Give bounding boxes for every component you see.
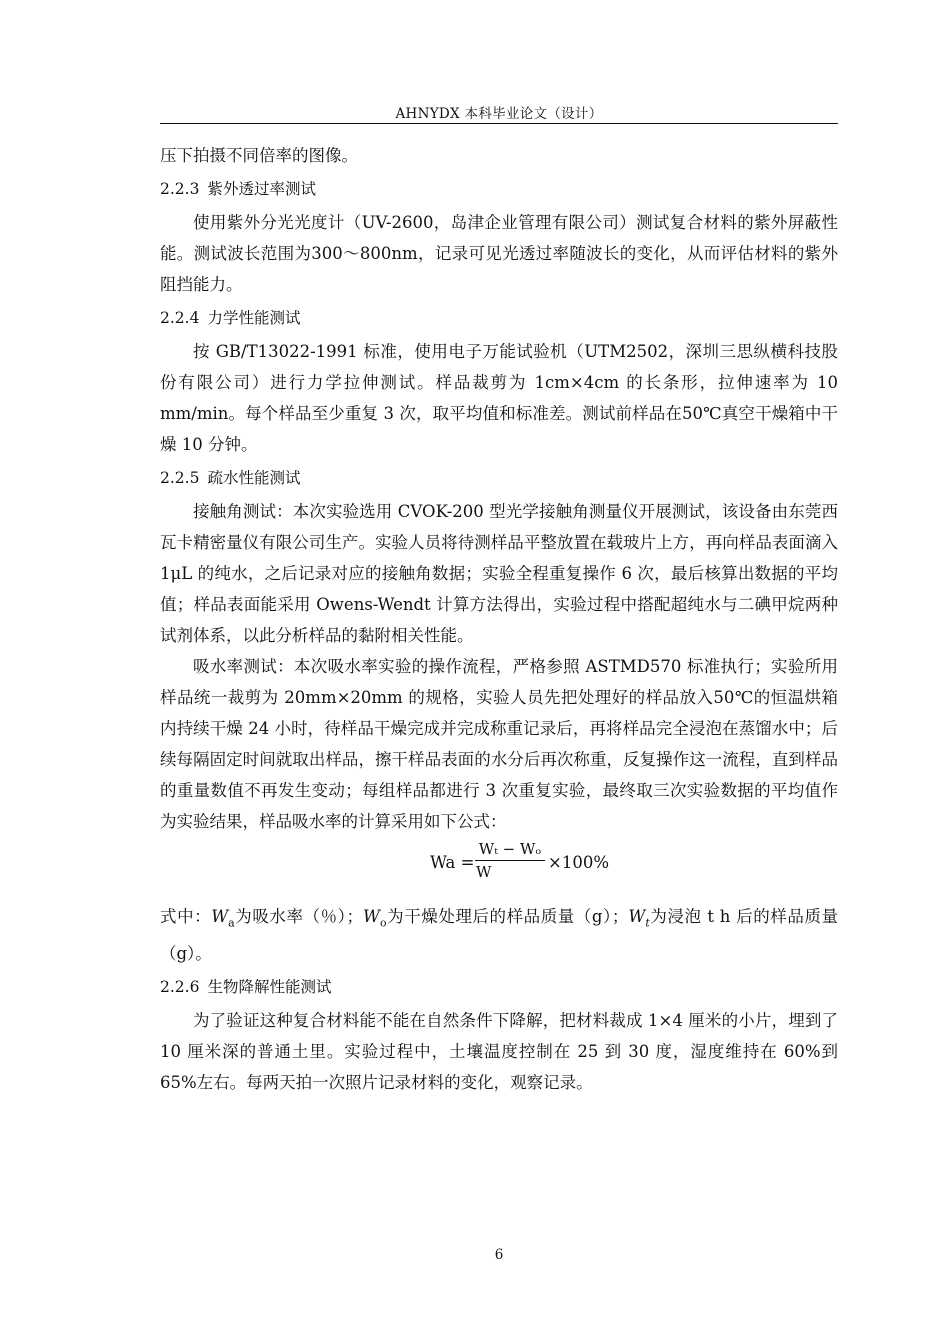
- heading-title: 力学性能测试: [207, 309, 301, 327]
- symbol-wt-desc: 为浸泡 t h 后的样品质量（g）。: [160, 907, 839, 964]
- symbol-wa-sub: a: [228, 916, 235, 930]
- water-absorption-formula: [160, 839, 838, 891]
- heading-title: 疏水性能测试: [207, 469, 301, 487]
- symbol-wt-sub: t: [645, 916, 650, 930]
- paragraph-water-absorption: 吸水率测试：本次吸水率实验的操作流程，严格参照 ASTMD570 标准执行；实验所用样品统一裁剪为 20mm×20mm 的规格，实验人员先把处理好的样品放入50℃的恒温烘箱内持续干燥 24 小时，待样品干燥完成并完成称重记录后，再将样品完全浸泡在蒸馏水中；后续每隔固定时间就取出样品，擦干样品表面的水分后再次称重，反复操作这一流程，直到样品的重量数值不再发生变动；每组样品都进行 3 次重复实验，最终取三次实验数据的平均值作为实验结果，样品吸水率的计算采用如下公式：: [160, 657, 838, 831]
- formula-legend: [160, 901, 838, 969]
- legend-prefix: 式中：: [160, 907, 212, 926]
- intro-tail-text: 压下拍摄不同倍率的图像。: [160, 146, 358, 165]
- heading-number: 2.2.4: [160, 309, 200, 327]
- fraction-bar: [475, 860, 545, 861]
- formula-denominator: W: [476, 863, 492, 881]
- page-header: AHNYDX 本科毕业论文（设计）: [395, 106, 603, 122]
- paragraph-biodegradation: 为了验证这种复合材料能不能在自然条件下降解，把材料裁成 1×4 厘米的小片，埋到了 10 厘米深的普通土里。实验过程中，土壤温度控制在 25 到 30 度，湿度维持在 60%到 65%左右。每两天拍一次照片记录材料的变化，观察记录。: [160, 1011, 838, 1093]
- paragraph-contact-angle: 接触角测试：本次实验选用 CVOK-200 型光学接触角测量仪开展测试，该设备由东莞西瓦卡精密量仪有限公司生产。实验人员将待测样品平整放置在载玻片上方，再向样品表面滴入 1μL 的纯水，之后记录对应的接触角数据；实验全程重复操作 6 次，最后核算出数据的平均值；样品表面能采用 Owens-Wendt 计算方法得出，实验过程中搭配超纯水与二碘甲烷两种试剂体系，以此分析样品的黏附相关性能。: [160, 502, 838, 645]
- symbol-wa-desc: 为吸水率（％）；: [234, 907, 363, 926]
- heading-number: 2.2.5: [160, 469, 200, 487]
- page-number: 6: [494, 1247, 504, 1263]
- heading-number: 2.2.3: [160, 180, 200, 198]
- header-rule: [160, 123, 838, 124]
- heading-2-2-5: [160, 463, 838, 493]
- symbol-wa: W: [211, 907, 229, 926]
- paragraph-mechanical-test: 按 GB/T13022-1991 标准，使用电子万能试验机（UTM2502，深圳三思纵横科技股份有限公司）进行力学拉伸测试。样品裁剪为 1cm×4cm 的长条形，拉伸速率为 10 mm/min。每个样品至少重复 3 次，取平均值和标准差。测试前样品在50℃真空干燥箱中干燥 10 分钟。: [160, 342, 838, 454]
- heading-2-2-4: [160, 303, 838, 333]
- symbol-wo-desc: 为干燥处理后的样品质量（g）；: [386, 907, 629, 926]
- heading-title: 生物降解性能测试: [207, 978, 332, 997]
- formula-numerator: Wₜ − Wₒ: [478, 840, 542, 858]
- heading-2-2-6: [160, 972, 838, 1002]
- heading-2-2-3: [160, 174, 838, 204]
- symbol-wo: W: [363, 907, 380, 926]
- formula-fraction: [475, 839, 545, 882]
- paragraph-uv-test: 使用紫外分光光度计（UV-2600，岛津企业管理有限公司）测试复合材料的紫外屏蔽性能。测试波长范围为300～800nm，记录可见光透过率随波长的变化，从而评估材料的紫外阻挡能力。: [160, 213, 838, 294]
- symbol-wt: W: [628, 907, 646, 926]
- symbol-wo-sub: o: [379, 916, 387, 930]
- heading-title: 紫外透过率测试: [207, 180, 316, 198]
- heading-number: 2.2.6: [160, 978, 200, 997]
- formula-lhs: Wa =: [430, 853, 475, 872]
- page-body: [160, 140, 838, 1098]
- formula-rhs: ×100%: [548, 853, 609, 872]
